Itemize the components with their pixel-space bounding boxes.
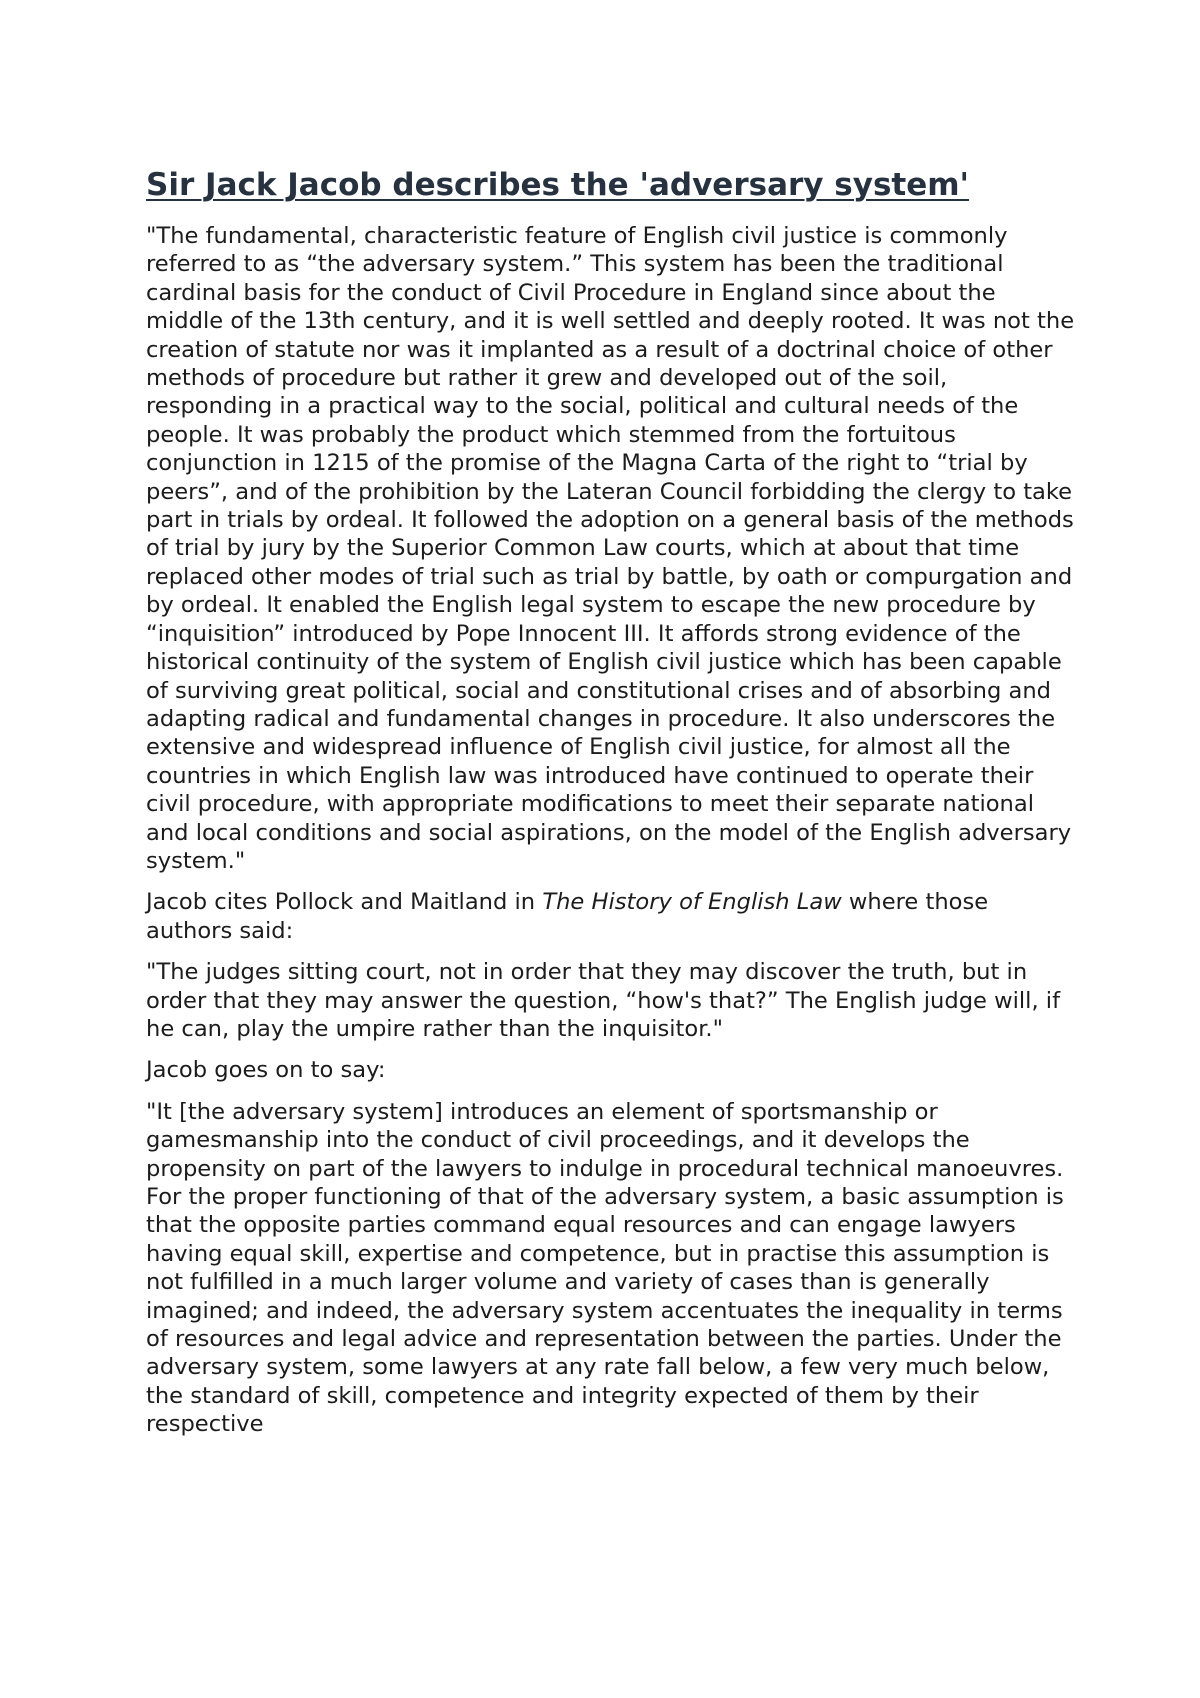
book-title: The History of English Law	[542, 889, 842, 916]
jacob-goes-on-paragraph: Jacob goes on to say:	[146, 1057, 386, 1084]
document-title: Sir Jack Jacob describes the 'adversary system'	[146, 167, 970, 203]
citation-text-before: Jacob cites Pollock and Maitland in	[146, 889, 543, 916]
jacob-quote-paragraph: "The fundamental, characteristic feature of English civil justice is commonly referred to as “the adversary system.” This system has been the traditional cardinal basis for the conduct of Civil Procedure in England since about the middle of the 13th century, and it is well settled and deeply rooted. It was not the creation of statute nor was it implanted as a result of a doctrinal choice of other methods of procedure but rather it grew and developed out of the soil, responding in a practical way to the social, political and cultural needs of the people. It was probably the product which stemmed from the fortuitous conjunction in 1215 of the promise of the Magna Carta of the right to “trial by peers”, and of the prohibition by the Lateran Council forbidding the clergy to take part in trials by ordeal. It followed the adoption on a general basis of the methods of trial by jury by the Superior Common Law courts, which at about that time replaced other modes of trial such as trial by battle, by oath or compurgation and by ordeal. It enabled the English legal system to escape the new procedure by “inquisition” introduced by Pope Innocent III. It affords strong evidence of the historical continuity of the system of English civil justice which has been capable of surviving great political, social and constitutional crises and of absorbing and adapting radical and fundamental changes in procedure. It also underscores the extensive and widespread influence of English civil justice, for almost all the countries in which English law was introduced have continued to operate their civil procedure, with appropriate modifications to meet their separate national and local conditions and social aspirations, on the model of the English adversary system."	[146, 223, 1075, 874]
citation-paragraph	[146, 888, 1076, 945]
pollock-maitland-quote-paragraph: "The judges sitting court, not in order that they may discover the truth, but in order that they may answer the question, “how's that?” The English judge will, if he can, play the umpire rather than the inquisitor."	[146, 959, 1061, 1042]
sportsmanship-quote-paragraph: "It [the adversary system] introduces an element of sportsmanship or gamesmanship into the conduct of civil proceedings, and it develops the propensity on part of the lawyers to indulge in procedural technical manoeuvres. For the proper functioning of that of the adversary system, a basic assumption is that the opposite parties command equal resources and can engage lawyers having equal skill, expertise and competence, but in practise this assumption is not fulfilled in a much larger volume and variety of cases than is generally imagined; and indeed, the adversary system accentuates the inequality in terms of resources and legal advice and representation between the parties. Under the adversary system, some lawyers at any rate fall below, a few very much below, the standard of skill, competence and integrity expected of them by their respective	[146, 1098, 1064, 1438]
citation-text-after: where those authors said:	[146, 889, 989, 944]
document-page	[146, 164, 1076, 1452]
